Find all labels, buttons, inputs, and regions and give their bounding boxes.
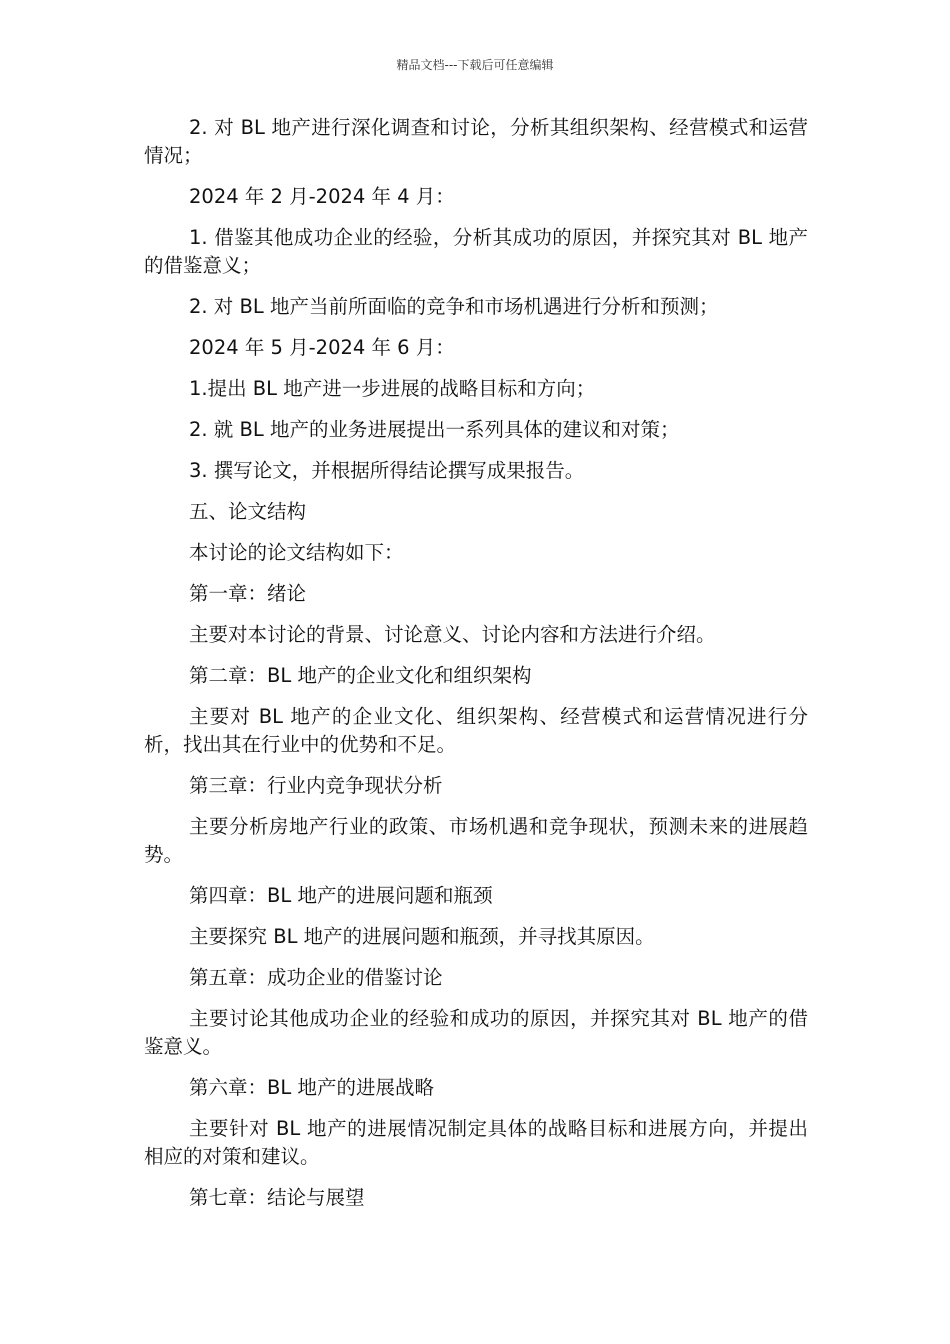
chapter-5-title: 第五章：成功企业的借鉴讨论 (189, 966, 443, 989)
paragraph-structure-intro: 本讨论的论文结构如下： (189, 541, 404, 564)
paragraph-step-3-writing: 3. 撰写论文，并根据所得结论撰写成果报告。 (189, 459, 585, 482)
document-body (144, 114, 808, 1225)
chapter-5-description: 主要讨论其他成功企业的经验和成功的原因，并探究其对 BL 地产的借鉴意义。 (144, 1007, 808, 1058)
paragraph-period-may-jun: 2024 年 5 月-2024 年 6 月： (189, 336, 455, 359)
chapter-4-description: 主要探究 BL 地产的进展问题和瓶颈，并寻找其原因。 (189, 925, 655, 948)
chapter-3-description: 主要分析房地产行业的政策、市场机遇和竞争现状，预测未来的进展趋势。 (144, 815, 808, 866)
chapter-1-title: 第一章：绪论 (189, 582, 307, 605)
chapter-7-title: 第七章：结论与展望 (189, 1186, 365, 1209)
section-heading-thesis-structure: 五、论文结构 (189, 500, 307, 523)
chapter-3-title: 第三章：行业内竞争现状分析 (189, 774, 443, 797)
paragraph-step-2-suggestions: 2. 就 BL 地产的业务进展提出一系列具体的建议和对策； (189, 418, 680, 441)
chapter-1-description: 主要对本讨论的背景、讨论意义、讨论内容和方法进行介绍。 (189, 623, 716, 646)
chapter-2-description: 主要对 BL 地产的企业文化、组织架构、经营模式和运营情况进行分析，找出其在行业中的优势和不足。 (144, 705, 808, 756)
chapter-2-title: 第二章：BL 地产的企业文化和组织架构 (189, 664, 532, 687)
page-header: 精品文档---下载后可任意编辑 (396, 58, 554, 72)
paragraph-step-1-benchmark: 1. 借鉴其他成功企业的经验，分析其成功的原因，并探究其对 BL 地产的借鉴意义； (144, 226, 808, 277)
chapter-6-description: 主要针对 BL 地产的进展情况制定具体的战略目标和进展方向，并提出相应的对策和建议。 (144, 1117, 808, 1168)
paragraph-step-2-competition: 2. 对 BL 地产当前所面临的竞争和市场机遇进行分析和预测； (189, 295, 719, 318)
chapter-4-title: 第四章：BL 地产的进展问题和瓶颈 (189, 884, 493, 907)
chapter-6-title: 第六章：BL 地产的进展战略 (189, 1076, 434, 1099)
paragraph-step-1-strategy: 1.提出 BL 地产进一步进展的战略目标和方向； (189, 377, 596, 400)
paragraph-period-feb-apr: 2024 年 2 月-2024 年 4 月： (189, 185, 455, 208)
paragraph-step-2-investigation: 2. 对 BL 地产进行深化调查和讨论，分析其组织架构、经营模式和运营情况； (144, 116, 808, 167)
